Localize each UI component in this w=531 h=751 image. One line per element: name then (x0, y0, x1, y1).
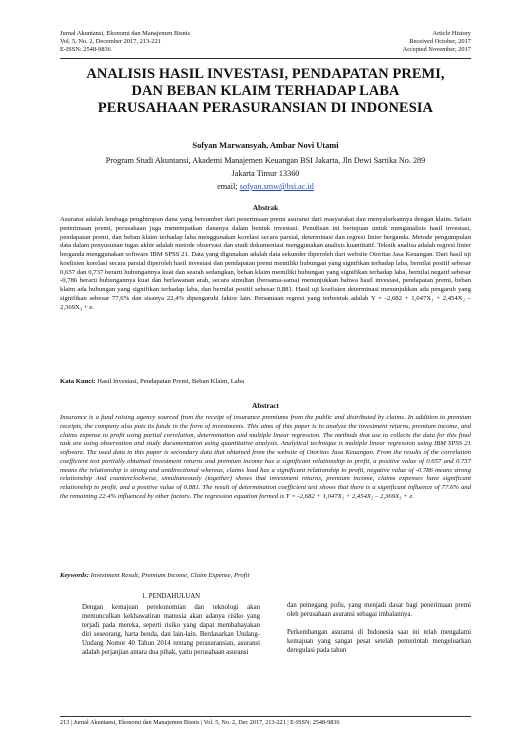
header-divider (60, 58, 471, 59)
paper-title (40, 66, 491, 117)
title-line-3: PERUSAHAAN PERASURANSIAN DI INDONESIA (97, 100, 434, 116)
journal-info (60, 30, 190, 54)
page-footer: 213 | Jurnal Akuntansi, Ekonomi dan Manajemen Bisnis | Vol. 5, No. 2, Dec 2017, 213-221 | E-ISSN: 2548-9836 (60, 719, 340, 726)
title-line-1: ANALISIS HASIL INVESTASI, PENDAPATAN PREMI, (86, 66, 445, 82)
kata-kunci (60, 377, 471, 386)
keywords-label: Keywords: (60, 572, 91, 579)
section-heading: 1. PENDAHULUAN (141, 593, 201, 600)
abstrak-heading: Abstrak (252, 204, 279, 212)
footer-divider (60, 716, 471, 717)
kata-kunci-label: Kata Kunci: (60, 378, 98, 385)
abstrak-text: Asuransi adalah lembaga penghimpun dana yang bersumber dari penerimaan premi asuransi dari masyarakat dan menyalurkannya dengan klaim. Selain penerimaan premi, perusahaan juga menempatkan dananya dalam bentuk investasi. Penulisan ini bertujuan untuk menganalisis hasil investasi, pendapatan premi, dan beban klaim terhadap laba menggunakan korelasi secara parsial, determinasi dan regresi linier berganda. Metode pengumpulan data dalam penyusunan tugas akhir adalah metode observasi dan studi dokumentasi menggunakan analisis kuantitatif. Teknik analisa adalah regresi linier berganda menggunakan software IBM SPSS 21. Data yang digunakan adalah data sekunder diperoleh dari website Otoritas Jasa Keuangan. Dari hasil uji koefisien korelasi secara parsial diperoleh hasil investasi dan pendapatan premi memiliki hubungan yang signifikan terhadap laba, bernilai positif sebesar 0,657 dan 0,737 berarti hubungannya kuat dan searah sedangkan, beban klaim memiliki hubungan yang signifikan terhadap laba, bernilai negatif sebesar -0,786 berarti hubungannya kuat dan berlawanan arah, secara simultan (bersama-sama) menunjukkan bahwa hasil investasi, pendapatan premi, beban klaim ada hubungan yang signifikan terhadap laba, dan bernilai positif sebesar 0,881. Hasil uji koefisien determinasi menunjukkan ada pengaruh yang signifikan sebesar 77,6% dan sisanya 22,4% dipengaruhi faktor lain. Persamaan regresi yang terbentuk adalah Y = -2,682 + 1,047X₁ + 2,454X₂ – 2,369X₃ + e. (60, 216, 471, 311)
received-date: Received October, 2017 (409, 38, 471, 45)
keywords-list: Investment Result, Premium Income, Claim Expense, Profit (90, 572, 250, 579)
email-link[interactable]: sofyan.smw@bsi.ac.id (239, 182, 314, 191)
article-history (403, 30, 471, 54)
journal-volume: Vol. 5, No. 2, December 2017, 213-221 (60, 38, 161, 45)
keywords (60, 571, 471, 580)
body-right-column (287, 601, 471, 655)
body-left-column (82, 592, 260, 657)
journal-issn: E-ISSN: 2548-9836 (60, 46, 111, 53)
email-line (0, 180, 531, 193)
accepted-date: Accepted November, 2017 (402, 46, 471, 53)
journal-name: Jurnal Akuntansi, Ekonomi dan Manajemen Bisnis (60, 30, 190, 37)
author-affiliation (0, 154, 531, 193)
author-names: Sofyan Marwansyah, Ambar Novi Utami (192, 141, 339, 150)
title-line-2: DAN BEBAN KLAIM TERHADAP LABA (131, 83, 400, 99)
intro-paragraph-1: Dengan kemajuan perekonomian dan teknologi akan memunculkan kekhawatiran manusia akan adanya risiko yang terjadi pada mereka, seperti risiko yang dapat membahayakan diri seseorang, harta benda, dan lain-lain. Berdasarkan Undang-Undang Nomor 40 Tahun 2014 tentang perasuransian, asuransi adalah perjanjian antara dua pihak, yaitu perusahaan asuransi (82, 604, 260, 656)
history-label: Article History (432, 30, 471, 37)
abstract-text: Insurance is a fund raising agency sourced from the receipt of insurance premiums from the public and distributed by claims. In addition to premium receipts, the company also puts its funds in the form of investments. This aims of this paper is to analyze the investment returns, premium income, and claims expense to profit using partial correlation, determination and multiple linear regression. The methods that use to collects the data for this final task are using observation and study documentation using quantitative analysis. Analytical technique is multiple linear regression using IBM SPSS 21 software. The used data in this paper is secondary data that obtained from the website of Otoritas Jasa Keuangan. From the results of the correlation coefficient test partially obtained investment returns and premium income has a significant relationship to profit, a positive value of 0.657 and 0.737 means the relationship is strong and unidirectional whereas, claims load has a significant relationship to profit, negative value of -0.786 means strong relationship And counterclockwise, simultaneously (together) shows that investment returns, premium income, claims expenses have significant relationship to profit, and a positive value of 0.881. The result of determination coefficient test shows that there is a significant influence of 77.6% and the remaining 22.4% influenced by other factors. The regression equation formed is Y = -2,682 + 1,047X₁ + 2,454X₂ – 2,369X₃ + e. (60, 414, 471, 500)
affiliation-line-1: Program Studi Akuntansi, Akademi Manajemen Keuangan BSI Jakarta, Jln Dewi Sartika No. 289 (105, 156, 426, 165)
abstract-heading: Abstract (252, 402, 279, 410)
intro-paragraph-2: dan pemegang polis, yang menjadi dasar bagi penerimaan premi oleh perusahaan asuransi sebagai imbalannya. (287, 602, 471, 618)
intro-paragraph-3: Perkembangan asuransi di Indonesia saat ini telah mengalami kemajuan yang sangat pesat setelah pemerintah mengeluarkan deregulasi pada tahun (287, 629, 471, 654)
email-label: email; (217, 182, 240, 191)
kata-kunci-list: Hasil Investasi, Pendapatan Premi, Beban Klaim, Laba (97, 378, 245, 385)
affiliation-line-2: Jakarta Timur 13360 (231, 169, 300, 178)
